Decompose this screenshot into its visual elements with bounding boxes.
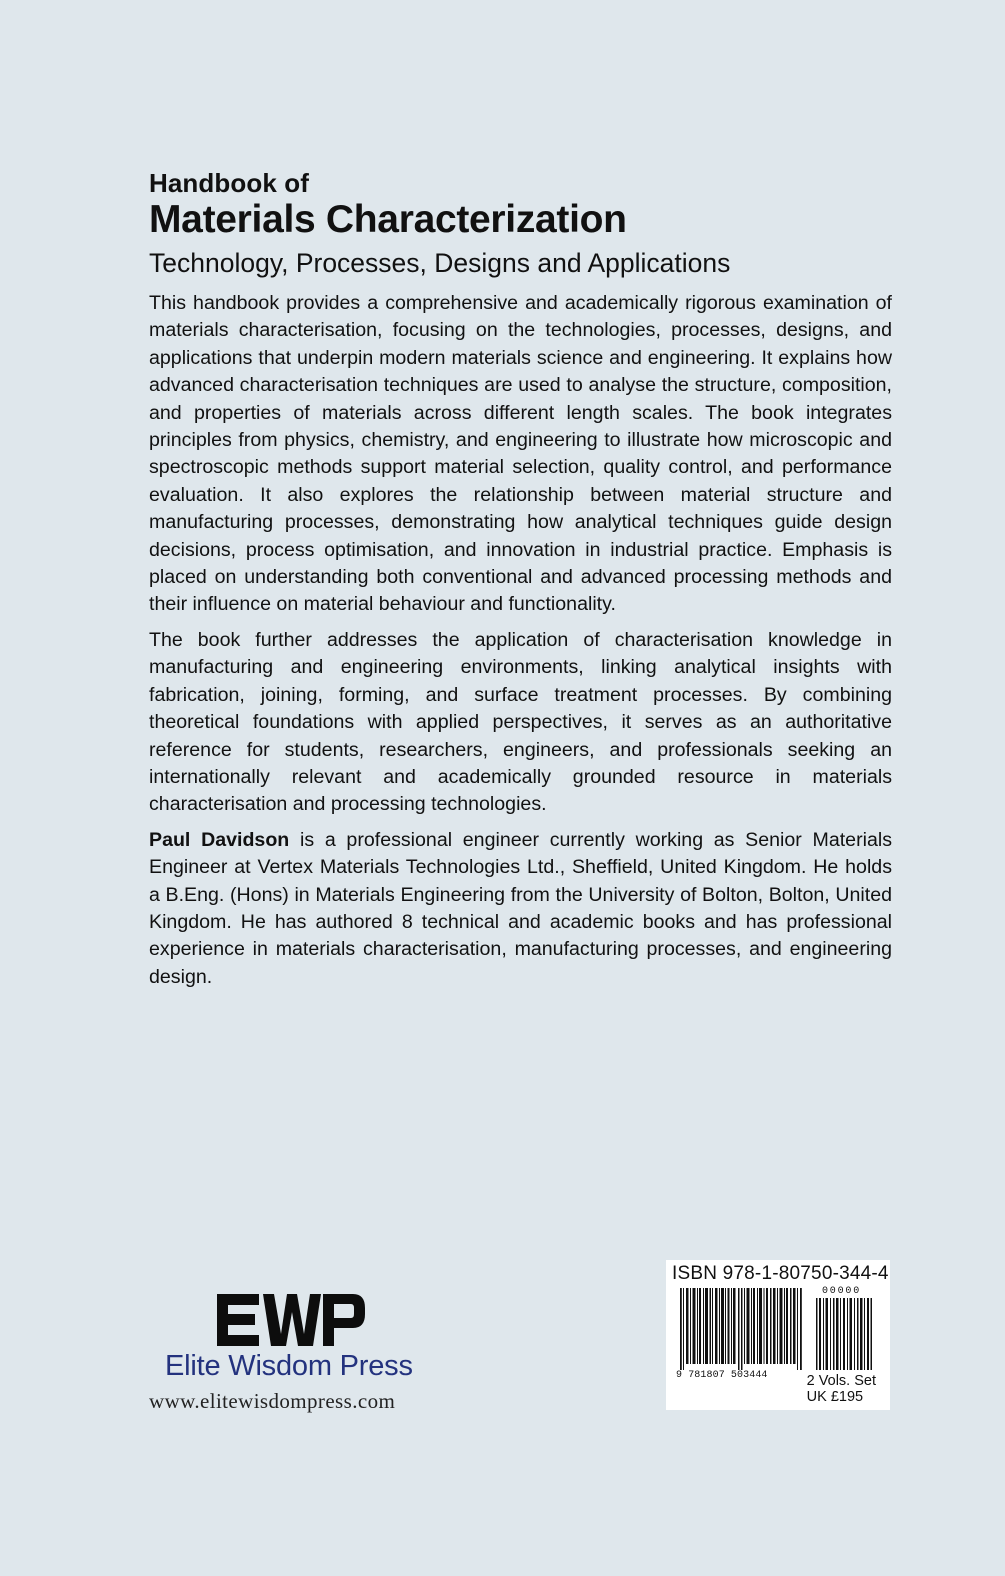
description-paragraph-1: This handbook provides a comprehensive and academically rigorous examination of materials characterisation, focusing on the technologies, processes, designs, and applications that underpin modern materials science and engineering. It explains how advanced characterisation techniques are used to analyse the structure, composition, and properties of materials across different length scales. The book integrates principles from physics, chemistry, and engineering to illustrate how microscopic and spectroscopic methods support material selection, quality control, and performance evaluation. It also explores the relationship between material structure and manufacturing processes, demonstrating how analytical techniques guide design decisions, process optimisation, and innovation in industrial practice. Emphasis is placed on understanding both conventional and advanced processing methods and their influence on material behaviour and functionality. <box>149 292 892 616</box>
addon-barcode <box>816 1298 872 1370</box>
volumes-label: 2 Vols. Set <box>806 1373 876 1389</box>
main-title: Materials Characterization <box>149 198 627 241</box>
author-bio <box>149 827 892 991</box>
ean-digits: 9 781807 503444 <box>676 1370 768 1381</box>
author-name: Paul Davidson <box>149 828 290 851</box>
set-info <box>807 1373 876 1405</box>
publisher-url: www.elitewisdompress.com <box>149 1389 396 1413</box>
barcode-panel <box>666 1260 890 1410</box>
description <box>149 290 892 999</box>
sub-title: Technology, Processes, Designs and Applications <box>149 248 731 278</box>
ean-barcode <box>680 1288 804 1370</box>
isbn-label: ISBN 978-1-80750-344-4 <box>672 1263 889 1284</box>
publisher-name: Elite Wisdom Press <box>165 1350 413 1382</box>
title-block <box>149 168 894 280</box>
publisher-logo <box>217 1294 365 1346</box>
addon-digits: 00000 <box>822 1286 862 1297</box>
price-label: UK £195 <box>806 1389 864 1405</box>
author-bio-text: is a professional engineer currently working as Senior Materials Engineer at Vertex Materials Technologies Ltd., Sheffield, United Kingdom. He holds a B.Eng. (Hons) in Materials Engineering from the University of Bolton, Bolton, United Kingdom. He has authored 8 technical and academic books and has professional experience in materials characterisation, manufacturing processes, and engineering design. <box>149 828 893 988</box>
pre-title: Handbook of <box>149 168 309 198</box>
description-paragraph-2: The book further addresses the application of characterisation knowledge in manufacturing and engineering environments, linking analytical insights with fabrication, joining, forming, and surface treatment processes. By combining theoretical foundations with applied perspectives, it serves as an authoritative reference for students, researchers, engineers, and professionals seeking an internationally relevant and academically grounded resource in materials characterisation and processing technologies. <box>149 628 892 816</box>
